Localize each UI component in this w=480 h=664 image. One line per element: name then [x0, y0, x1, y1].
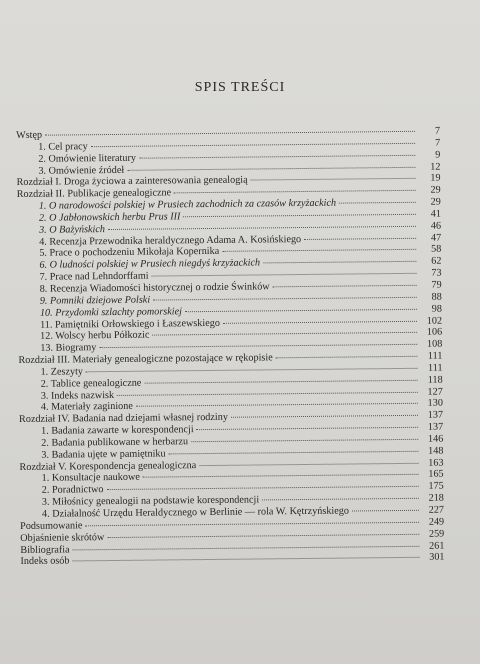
dot-leader — [304, 237, 416, 239]
dot-leader — [117, 391, 418, 395]
dot-leader — [222, 249, 416, 252]
toc-entry-page: 29 — [430, 196, 441, 208]
page-title: SPIS TREŚCI — [194, 80, 286, 95]
toc-entry-page: 249 — [428, 516, 445, 528]
dot-leader — [86, 368, 418, 372]
dot-leader — [263, 261, 416, 264]
dot-leader — [251, 178, 416, 181]
toc-entry-label: 6. O ludności polskiej w Prusiech niegdyś krzyżackich — [39, 257, 261, 272]
dot-leader — [339, 202, 416, 204]
dot-leader — [152, 332, 417, 336]
toc-entry-page: 111 — [427, 350, 443, 362]
toc-entry-page: 19 — [430, 172, 441, 185]
dot-leader — [72, 557, 419, 562]
dot-leader — [85, 522, 419, 526]
dot-leader — [199, 462, 418, 465]
toc-entry-page: 146 — [427, 433, 444, 445]
toc-entry-label: 2. Tablice genealogiczne — [40, 377, 142, 390]
toc-entry-label: Bibliografia — [20, 543, 70, 556]
toc-entry-label: Rozdział III. Materiały genealogiczne pozostające w rękopisie — [18, 352, 273, 367]
toc-entry-page: 29 — [430, 184, 441, 196]
dot-leader — [127, 166, 415, 170]
dot-leader — [197, 427, 419, 430]
dot-leader — [169, 451, 419, 455]
toc-entry-label: 3. Indeks nazwisk — [40, 389, 115, 402]
toc-entry-page: 130 — [427, 397, 443, 410]
dot-leader — [185, 308, 417, 311]
toc-entry-label: Rozdział II. Publikacje genealogiczne — [16, 187, 172, 201]
dot-leader — [91, 143, 415, 147]
toc-entry-page: 137 — [427, 421, 444, 433]
dot-leader — [223, 320, 417, 323]
toc-entry-page: 7 — [434, 125, 441, 137]
toc-entry-page: 7 — [435, 137, 441, 149]
toc-entry-page: 102 — [426, 315, 443, 327]
toc-entry-label: 1. Konsultacje naukowe — [41, 472, 140, 485]
dot-leader — [99, 344, 417, 348]
toc-entry-label: 11. Pamiętniki Orłowskiego i Łaszewskiego — [39, 317, 220, 331]
toc-entry-page: 301 — [429, 551, 445, 564]
toc-entry-label: 4. Działalność Urzędu Heraldycznego w Berlinie — rola W. Kętrzyńskiego — [41, 505, 350, 520]
dot-leader — [191, 439, 418, 442]
dot-leader — [73, 545, 420, 550]
toc-entry-label: 2. Omówienie literatury — [38, 152, 136, 165]
toc-entry-page: 106 — [426, 326, 443, 339]
toc-entry-label: 10. Przydomki szlachty pomorskiej — [39, 305, 183, 319]
toc-entry-page: 163 — [428, 457, 444, 469]
toc-entry-page: 47 — [430, 232, 442, 244]
dot-leader — [174, 190, 416, 194]
dot-leader — [136, 403, 418, 407]
toc-entry-page: 41 — [430, 208, 441, 220]
toc-entry-label: 1. Zeszyty — [40, 366, 84, 378]
toc-entry-page: 79 — [431, 279, 442, 291]
toc-entry-label: Rozdział IV. Badania nad dziejami własnej rodziny — [18, 412, 228, 426]
toc-entry-label: Indeks osób — [20, 555, 70, 568]
toc-entry-label: 3. Miłośnicy genealogii na podstawie korespondencji — [41, 494, 260, 508]
toc-entry-page: 108 — [426, 338, 443, 350]
toc-entry-label: Objaśnienie skrótów — [20, 531, 105, 544]
dot-leader — [108, 226, 416, 230]
toc-entry-label: 8. Recenzja Wiadomości historycznej o rodzie Świnków — [39, 281, 270, 295]
toc-entry-label: 5. Prace o pochodzeniu Mikołaja Kopernika — [39, 246, 220, 260]
toc-entry-label: 2. O Jabłonowskich herbu Prus III — [38, 211, 181, 224]
toc-entry-page: 98 — [431, 303, 442, 315]
dot-leader — [153, 297, 417, 301]
toc-entry-label: 9. Pomniki dziejowe Polski — [39, 294, 151, 307]
toc-entry-label: 1. Cel pracy — [38, 141, 88, 153]
toc-entry-label: 4. Materiały zaginione — [40, 401, 133, 414]
toc-entry-label: Wstęp — [16, 129, 43, 141]
toc-entry-label: 13. Biogramy — [40, 342, 97, 354]
toc-entry-page: 261 — [429, 540, 445, 552]
table-of-contents — [16, 126, 445, 569]
toc-entry-label: Rozdział V. Korespondencja genealogiczna — [19, 459, 197, 473]
toc-entry-label: 4. Recenzja Przewodnika heraldycznego Adama A. Kosińskiego — [39, 233, 302, 248]
dot-leader — [152, 273, 417, 277]
toc-entry-label: Podsumowanie — [20, 520, 83, 532]
dot-leader — [183, 214, 416, 217]
toc-entry-page: 175 — [428, 480, 444, 493]
toc-entry-page: 9 — [435, 149, 441, 161]
toc-entry-page: 88 — [431, 291, 442, 303]
toc-entry-label: 7. Prace nad Lehndorffami — [39, 270, 149, 283]
toc-entry-page: 259 — [428, 528, 445, 540]
toc-entry-label: 2. Poradnictwo — [41, 484, 104, 497]
dot-leader — [273, 285, 417, 288]
toc-entry-page: 62 — [431, 255, 442, 267]
toc-entry-page: 218 — [428, 492, 444, 504]
dot-leader — [352, 510, 419, 512]
toc-entry-page: 148 — [428, 445, 444, 457]
dot-leader — [262, 498, 419, 501]
dot-leader — [231, 415, 418, 418]
dot-leader — [144, 380, 417, 384]
toc-entry-page: 127 — [427, 386, 443, 398]
dot-leader — [106, 486, 418, 490]
toc-entry-page: 73 — [431, 267, 442, 279]
toc-entry-label: 3. O Bażyńskich — [38, 223, 106, 236]
toc-entry-label: 3. Badania ujęte w pamiętniku — [41, 448, 166, 461]
toc-entry-page: 58 — [431, 243, 442, 256]
dot-leader — [276, 356, 418, 358]
toc-entry-page: 111 — [427, 362, 443, 374]
dot-leader — [45, 131, 415, 136]
toc-entry-label: 12. Wolscy herbu Półkozic — [40, 329, 150, 343]
toc-entry-label: 1. O narodowości polskiej w Prusiech zachodnich za czasów krzyżackich — [38, 197, 337, 212]
toc-entry-label: 1. Badania zawarte w korespondencji — [41, 424, 194, 437]
dot-leader — [107, 533, 419, 537]
dot-leader — [143, 474, 419, 478]
toc-entry-page: 118 — [427, 374, 443, 386]
toc-entry-label: 2. Badania publikowane w herbarzu — [41, 436, 189, 449]
dot-leader — [139, 155, 415, 159]
toc-entry-page: 227 — [428, 504, 445, 516]
toc-entry-page: 165 — [428, 469, 444, 481]
toc-entry-page: 46 — [430, 220, 442, 232]
toc-entry-page: 137 — [427, 409, 444, 421]
toc-entry-label: Rozdział I. Droga życiowa a zainteresowania genealogią — [16, 174, 248, 189]
toc-entry-page: 12 — [430, 161, 441, 173]
toc-entry-label: 3. Omówienie źródeł — [38, 164, 125, 177]
